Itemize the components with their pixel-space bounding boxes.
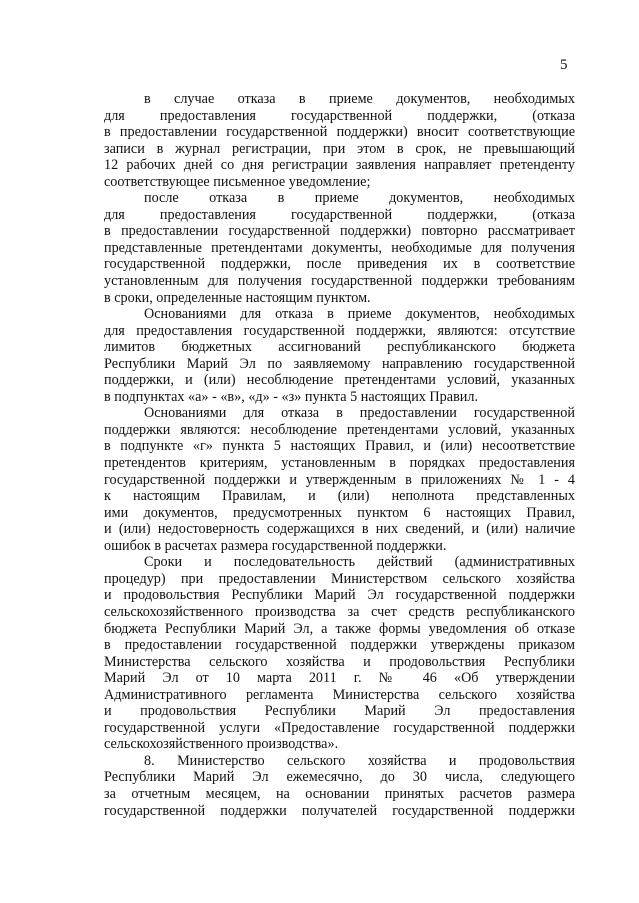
text-line: и (или) недостоверность содержащихся в них сведений, и (или) наличие (104, 521, 575, 538)
text-line: ошибок в расчетах размера государственной поддержки. (104, 537, 447, 554)
text-line: и продовольствия Республики Марий Эл государственной поддержки (104, 587, 575, 604)
text-line: в предоставлении государственной поддержки) вносит соответствующие (104, 124, 575, 141)
text-line: в случае отказа в приеме документов, необходимых (144, 91, 575, 107)
text-line: ими документов, предусмотренных пунктом 6 настоящих Правил, (104, 504, 575, 521)
text-line: поддержки являются: несоблюдение претендентами условий, указанных (104, 421, 575, 438)
text-line: представленные претендентами документы, необходимые для получения (104, 239, 575, 256)
text-line: для предоставления государственной поддержки, являются: отсутствие (104, 322, 575, 339)
text-line: государственной поддержки, после приведения их в соответствие (104, 256, 575, 273)
text-line: сельскохозяйственного производства за счет средств республиканского (104, 603, 575, 620)
text-line: Министерства сельского хозяйства и продовольствия Республики (104, 653, 575, 670)
text-line: установленным для получения государственной поддержки требованиям (104, 273, 575, 290)
text-line: государственной поддержки получателей государственной поддержки (104, 802, 575, 819)
text-line: Административного регламента Министерства сельского хозяйства (104, 686, 575, 703)
text-line: лимитов бюджетных ассигнований республиканского бюджета (104, 339, 575, 356)
paragraph-after-refusal (104, 190, 575, 306)
text-line: соответствующее письменное уведомление; (104, 173, 371, 190)
text-line: Сроки и последовательность действий (административных (144, 554, 575, 571)
text-line: записи в журнал регистрации, при этом в срок, не превышающий (104, 140, 575, 157)
text-line: Республики Марий Эл ежемесячно, до 30 числа, следующего (104, 769, 575, 786)
text-line: Республики Марий Эл по заявляемому направлению государственной (104, 355, 575, 372)
text-line: в предоставлении государственной поддержки утверждены приказом (104, 637, 575, 654)
page-number: 5 (560, 57, 568, 73)
text-line: Основаниями для отказа в предоставлении государственной (144, 405, 575, 422)
paragraph-grounds-support-refusal (104, 405, 575, 554)
text-line: претендентов критериям, установленным в порядках предоставления (104, 455, 575, 472)
paragraph-item-8 (104, 753, 575, 819)
text-line: в предоставлении государственной поддержки) повторно рассматривает (104, 223, 575, 240)
paragraph-procedures-deadlines (104, 554, 575, 753)
text-line: к настоящим Правилам, и (или) неполнота представленных (104, 488, 575, 505)
text-line: государственной поддержки и утвержденным в приложениях № 1 - 4 (104, 471, 575, 488)
text-line: в подпункте «г» пункта 5 настоящих Правил, и (или) несоответствие (104, 438, 575, 455)
text-line: Основаниями для отказа в приеме документов, необходимых (144, 306, 575, 323)
text-line: 8. Министерство сельского хозяйства и продовольствия (144, 752, 575, 769)
text-line: бюджета Республики Марий Эл, а также формы уведомления об отказе (104, 620, 575, 637)
text-line: Марий Эл от 10 марта 2011 г. № 46 «Об утверждении (104, 670, 575, 687)
text-line: после отказа в приеме документов, необходимых (144, 190, 575, 207)
text-line: в подпунктах «а» - «в», «д» - «з» пункта 5 настоящих Правил. (104, 388, 478, 405)
text-line: для предоставления государственной поддержки, (отказа (104, 206, 575, 223)
paragraph-refusal-notice (104, 91, 575, 190)
document-body (104, 91, 575, 819)
text-line: сельскохозяйственного производства». (104, 736, 339, 753)
text-line: за отчетным месяцем, на основании принятых расчетов размера (104, 785, 575, 802)
text-line: поддержки, и (или) несоблюдение претендентами условий, указанных (104, 372, 575, 389)
text-line: и продовольствия Республики Марий Эл предоставления (104, 703, 575, 720)
text-line: для предоставления государственной поддержки, (отказа (104, 107, 575, 124)
text-line: государственной услуги «Предоставление государственной поддержки (104, 719, 575, 736)
text-line: 12 рабочих дней со дня регистрации заявления направляет претенденту (104, 157, 575, 174)
text-line: процедур) при предоставлении Министерством сельского хозяйства (104, 570, 575, 587)
paragraph-grounds-document-refusal (104, 306, 575, 405)
text-line: в сроки, определенные настоящим пунктом. (104, 289, 371, 306)
